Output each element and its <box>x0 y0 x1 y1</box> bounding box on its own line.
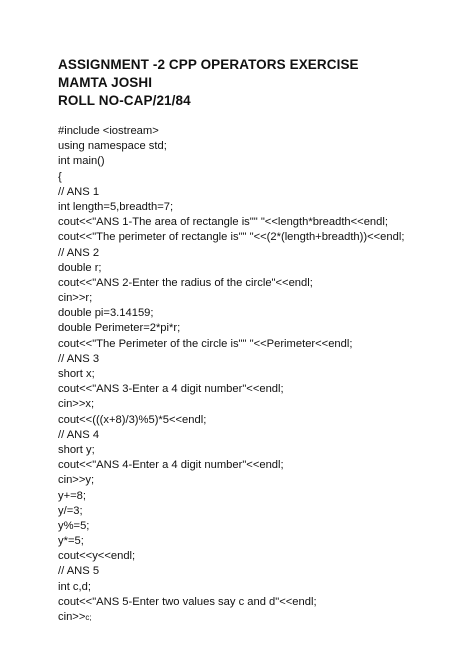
code-line: // ANS 4 <box>58 428 100 441</box>
code-line: double Perimeter=2*pi*r; <box>58 322 181 335</box>
code-line: short y; <box>58 443 95 456</box>
code-line: cout<<"ANS 1-The area of rectangle is"" "<<length*breadth<<endl; <box>58 216 388 229</box>
code-line: cout<<"ANS 5-Enter two values say c and d"<<endl; <box>58 595 317 608</box>
code-line: // ANS 5 <box>58 565 100 578</box>
code-line: cin>>x; <box>58 398 95 411</box>
code-line: y/=3; <box>58 504 83 517</box>
code-line: cout<<"ANS 2-Enter the radius of the circle"<<endl; <box>58 276 313 289</box>
code-line: // ANS 1 <box>58 185 100 198</box>
assignment-title: ASSIGNMENT -2 CPP OPERATORS EXERCISE <box>58 57 359 72</box>
code-line: cin>>y; <box>58 474 95 487</box>
code-line: { <box>58 170 62 183</box>
code-line: cin>>r; <box>58 292 93 305</box>
code-line: y+=8; <box>58 489 86 502</box>
code-line: #include <iostream> <box>58 125 159 137</box>
code-line: cout<<"ANS 4-Enter a 4 digit number"<<endl; <box>58 459 284 472</box>
student-name: MAMTA JOSHI <box>58 75 153 90</box>
code-line: // ANS 3 <box>58 352 100 365</box>
code-line: y*=5; <box>58 535 84 548</box>
code-line: using namespace std; <box>58 140 167 153</box>
code-line: cout<<y<<endl; <box>58 550 136 563</box>
code-line: cout<<"ANS 3-Enter a 4 digit number"<<endl; <box>58 383 284 396</box>
code-line-last <box>58 610 404 625</box>
roll-number: ROLL NO-CAP/21/84 <box>58 93 191 108</box>
code-line: int main() <box>58 155 105 168</box>
code-listing <box>58 124 404 625</box>
code-line: short x; <box>58 368 95 380</box>
document-header <box>58 56 359 110</box>
code-line: int c,d; <box>58 580 91 593</box>
code-line: cout<<"The Perimeter of the circle is"" "<<Perimeter<<endl; <box>58 337 353 350</box>
code-line: int length=5,breadth=7; <box>58 200 174 213</box>
code-line-prefix: cin>> <box>58 611 86 623</box>
code-line: cout<<(((x+8)/3)%5)*5<<endl; <box>58 413 207 426</box>
code-line: double r; <box>58 261 102 274</box>
code-line: y%=5; <box>58 519 90 532</box>
code-line-suffix: c; <box>85 613 92 622</box>
code-line: cout<<"The perimeter of rectangle is"" "<<(2*(length+breadth))<<endl; <box>58 231 405 244</box>
code-line: // ANS 2 <box>58 246 100 259</box>
code-line: double pi=3.14159; <box>58 307 154 320</box>
